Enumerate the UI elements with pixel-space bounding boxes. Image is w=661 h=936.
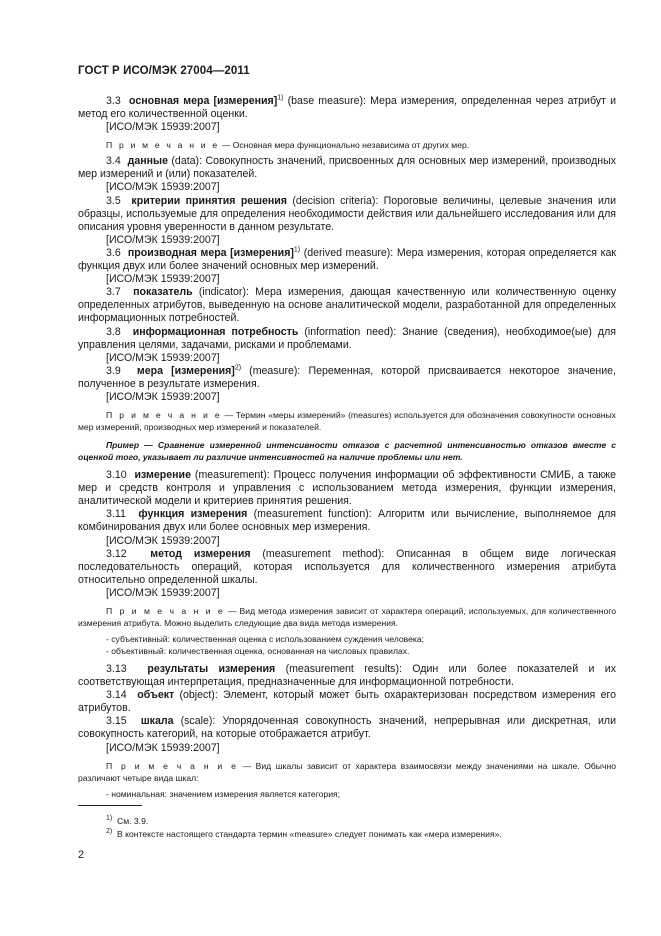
entry-term: мера [измерения] xyxy=(136,364,235,377)
entry-text: (information need): Знание (сведения), необходимое(ые) для управления целями, задачами, рисками и проблемами. xyxy=(78,325,616,351)
entry-text: (measurement): Процесс получения информации об эффективности СМИБ, а также мер и средств контроля и управления с использованием метода измерения, функции измерения, аналитической модели и критериев принятия решения. xyxy=(78,469,616,508)
entry-text: (indicator): Мера измерения, дающая качественную или количественную оценку определенных атрибутов, выведенную на основе аналитической модели, разработанной для определенных информационных потребностей. xyxy=(78,286,616,325)
note-text: — Термин «меры измерений» (measures) используется для обозначения совокупности основных мер измерений, производных мер измерений и показателей. xyxy=(78,410,616,433)
entry-term: информационная потребность xyxy=(132,325,299,338)
entry-term: измерение xyxy=(134,469,191,482)
entry-term: показатель xyxy=(133,286,193,299)
entry-number: 3.5 xyxy=(106,194,121,207)
footnote-mark: 1) xyxy=(106,815,113,823)
entry-reference: [ИСО/МЭК 15939:2007] xyxy=(106,121,220,134)
footnote-2 xyxy=(106,828,502,841)
entry-3-12 xyxy=(78,548,616,587)
note-text: — Вид шкалы зависит от характера взаимосвязи между значениями на шкале. Обычно различают четыре вида шкал: xyxy=(78,760,616,783)
entry-reference: [ИСО/МЭК 15939:2007] xyxy=(106,741,220,754)
entry-number: 3.7 xyxy=(106,286,121,299)
entry-number: 3.6 xyxy=(106,246,121,259)
entry-3-10 xyxy=(78,469,616,508)
footnote-ref: 1) xyxy=(277,94,284,102)
entry-number: 3.8 xyxy=(106,325,121,338)
example: Пример — Сравнение измеренной интенсивности отказов с расчетной интенсивностью отказов вместе с оценкой того, указывает ли различие интенсивностей на наличие проблемы или нет. xyxy=(78,440,616,463)
entry-number: 3.3 xyxy=(106,95,121,107)
entry-text: (measurement results): Один или более показателей и их соответствующая интерпретация, предназначенные для информационной потребности. xyxy=(78,663,616,689)
page-number: 2 xyxy=(78,849,85,861)
entry-text: (object): Элемент, который может быть охарактеризован посредством измерения его атрибутов. xyxy=(78,689,616,715)
entry-term: объект xyxy=(137,689,175,702)
list-item: - объективный: количественная оценка, основанная на числовых правилах. xyxy=(106,646,410,656)
note xyxy=(78,139,616,151)
list-item: - субъективный: количественная оценка с использованием суждения человека; xyxy=(106,634,424,644)
entry-text: (measurement function): Алгоритм или вычисление, выполняемое для комбинирования двух или более основных мер измерения. xyxy=(78,508,616,534)
footnote-divider xyxy=(78,805,142,806)
note xyxy=(78,760,616,784)
footnote-ref: 1) xyxy=(293,246,301,254)
entry-number: 3.15 xyxy=(106,715,127,728)
entry-reference: [ИСО/МЭК 15939:2007] xyxy=(106,181,220,194)
entry-3-5 xyxy=(78,195,616,234)
entry-term: критерии принятия решения xyxy=(131,194,287,207)
entry-reference: [ИСО/МЭК 15939:2007] xyxy=(106,351,220,364)
footnote-mark: 2) xyxy=(106,828,113,836)
footnote-ref: 2) xyxy=(234,364,242,372)
entry-reference: [ИСО/МЭК 15939:2007] xyxy=(106,390,220,403)
entry-text: (decision criteria): Пороговые величины, целевые значения или образцы, используемые для определения необходимости действия или дальнейшего исследования или для описания уровня уверенности в данном результате. xyxy=(78,194,616,233)
entry-term: метод измерения xyxy=(150,547,251,560)
entry-number: 3.14 xyxy=(106,689,127,702)
note-text: — Вид метода измерения зависит от характера операций, используемых, для количественного измерения атрибута. Можно выделить следующие два вида метода измерения. xyxy=(78,606,616,628)
footnotes xyxy=(106,815,502,841)
entry-3-3 xyxy=(78,95,616,121)
entry-term: основная мера [измерения] xyxy=(129,95,278,107)
entry-text: (scale): Упорядоченная совокупность значений, непрерывная или дискретная, или совокупность категорий, на которые отображается атрибут. xyxy=(78,715,616,741)
entry-reference: [ИСО/МЭК 15939:2007] xyxy=(106,586,220,599)
entry-text: (base measure): Мера измерения, определенная через атрибут и метод его количественной оценки. xyxy=(78,95,616,121)
entry-reference: [ИСО/МЭК 15939:2007] xyxy=(106,534,220,547)
note-label: П р и м е ч а н и е xyxy=(106,760,239,771)
footnote-1 xyxy=(106,815,502,828)
entry-term: шкала xyxy=(140,715,174,728)
entry-text: (measure): Переменная, которой присваивается некоторое значение, полученное в результате измерения. xyxy=(78,364,616,390)
entry-3-8 xyxy=(78,326,616,352)
entry-reference: [ИСО/МЭК 15939:2007] xyxy=(106,273,220,286)
entry-number: 3.11 xyxy=(106,508,126,521)
entry-3-15 xyxy=(78,715,616,741)
entry-reference: [ИСО/МЭК 15939:2007] xyxy=(106,233,220,246)
entry-3-9 xyxy=(78,365,616,391)
note-label: П р и м е ч а н и е xyxy=(106,606,225,616)
note xyxy=(78,605,616,629)
note-text: — Основная мера функционально независима от других мер. xyxy=(219,140,470,151)
entry-3-14 xyxy=(78,689,616,715)
entry-term: результаты измерения xyxy=(147,663,276,675)
entry-3-11 xyxy=(78,508,616,534)
list-item: - номинальная: значением измерения является категория; xyxy=(106,788,341,799)
page-header: ГОСТ Р ИСО/МЭК 27004—2011 xyxy=(78,65,250,77)
entry-text: (measurement method): Описанная в общем виде логическая последовательность операций, которая используется для количественного измерения атрибута относительно определенной шкалы. xyxy=(78,547,617,586)
footnote-text: См. 3.9. xyxy=(117,816,149,826)
entry-number: 3.9 xyxy=(106,364,121,377)
page-content xyxy=(78,95,616,800)
footnote-text: В контексте настоящего стандарта термин «measure» следует понимать как «мера измерения». xyxy=(117,829,502,839)
entry-number: 3.13 xyxy=(106,663,127,675)
entry-number: 3.4 xyxy=(106,155,121,168)
entry-text: (derived measure): Мера измерения, которая определяется как функция двух или более значений основных мер измерений. xyxy=(78,246,616,273)
note-label: П р и м е ч а н и е xyxy=(106,140,220,151)
note-label: П р и м е ч а н и е xyxy=(106,410,222,421)
entry-term: функция измерения xyxy=(138,508,248,521)
entry-number: 3.10 xyxy=(106,469,127,482)
entry-3-4 xyxy=(78,155,616,181)
entry-3-13 xyxy=(78,663,616,689)
entry-term: производная мера [измерения] xyxy=(127,246,294,259)
entry-number: 3.12 xyxy=(106,547,127,560)
entry-3-7 xyxy=(78,286,616,325)
entry-3-6 xyxy=(78,247,616,273)
note xyxy=(78,409,616,433)
entry-text: (data): Совокупность значений, присвоенных для основных мер измерений, производных мер измерений и (или) показателей. xyxy=(78,155,617,181)
entry-term: данные xyxy=(127,155,168,168)
